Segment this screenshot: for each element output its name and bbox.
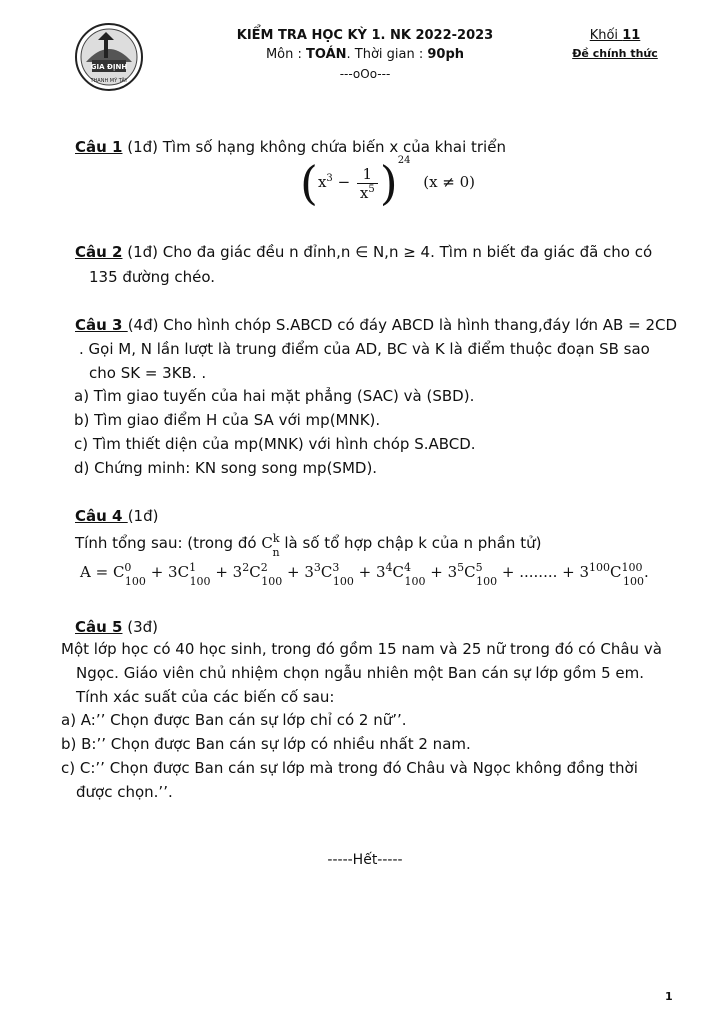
term-coef: 3 xyxy=(232,563,243,581)
q1-line1 xyxy=(75,138,506,156)
q1-fraction xyxy=(357,165,378,202)
q3-line1 xyxy=(75,316,677,334)
q1-paren-open: ( xyxy=(300,156,318,210)
time-prefix: . Thời gian : xyxy=(346,47,428,62)
q5-heading xyxy=(75,618,158,636)
end-marker: -----Hết----- xyxy=(327,852,403,868)
exam-subject-time xyxy=(200,47,530,62)
q1-outer-exp: 24 xyxy=(397,155,411,166)
term-n: 100 xyxy=(332,575,354,588)
term-power: 3 xyxy=(313,561,321,574)
term-k: 4 xyxy=(403,561,411,574)
q4-sum-prefix: A = xyxy=(80,563,113,581)
term-operator: + xyxy=(282,563,305,581)
term-c: C xyxy=(177,563,190,581)
q1-numerator: 1 xyxy=(357,165,378,184)
term-n: 100 xyxy=(476,575,498,588)
q4-heading xyxy=(75,507,158,525)
term-coef: 3 xyxy=(375,563,386,581)
q4-label: Câu 4 xyxy=(75,507,128,525)
term-power: 2 xyxy=(242,561,250,574)
term-c: C xyxy=(392,563,404,581)
q2-label: Câu 2 xyxy=(75,243,123,261)
q1-label: Câu 1 xyxy=(75,138,123,156)
q5-line3: Tính xác suất của các biến cố sau: xyxy=(76,688,335,706)
q5-label: Câu 5 xyxy=(75,618,123,636)
page-number: 1 xyxy=(665,990,673,1003)
term-operator: + xyxy=(353,563,376,581)
q4-c-sup: k xyxy=(272,532,280,545)
term-k: 100 xyxy=(621,561,643,574)
q4-sum xyxy=(80,561,649,588)
q3-line3: cho SK = 3KB. . xyxy=(89,364,207,382)
term-operator: + xyxy=(425,563,448,581)
subject: TOÁN xyxy=(306,47,347,62)
q5-part-a: a) A:’’ Chọn được Ban cán sự lớp chỉ có 2 nữ’’. xyxy=(61,711,407,729)
exam-title: KIỂM TRA HỌC KỲ 1. NK 2022-2023 xyxy=(236,28,494,43)
term-coef: 3 xyxy=(579,563,590,581)
q1-text: (1đ) Tìm số hạng không chứa biến x của khai triển xyxy=(122,138,506,156)
time: 90ph xyxy=(427,47,465,62)
term-k: 3 xyxy=(332,561,340,574)
subject-prefix: Môn : xyxy=(265,47,307,62)
term-operator: + ........ + xyxy=(497,563,580,581)
q2-text-1: (1đ) Cho đa giác đều n đỉnh,n ∈ N,n ≥ 4. Tìm n biết đa giác đã cho có xyxy=(122,243,653,261)
term-coef: 3 xyxy=(304,563,314,581)
term-power: 100 xyxy=(589,561,611,574)
svg-text:THANH MỸ TÂY: THANH MỸ TÂY xyxy=(90,78,128,84)
q4-line1 xyxy=(75,532,542,559)
term-k: 0 xyxy=(124,561,132,574)
q4-sum-term xyxy=(304,561,376,588)
q4-sum-term xyxy=(447,561,580,588)
term-c: C xyxy=(249,563,261,581)
q4-combination-symbol xyxy=(261,532,280,559)
q1-minus: − xyxy=(332,173,355,191)
term-k: 1 xyxy=(189,561,197,574)
svg-text:GIA ĐỊNH: GIA ĐỊNH xyxy=(90,63,128,71)
term-coef: 3 xyxy=(168,563,178,581)
school-logo-graphic xyxy=(74,22,144,92)
q4-text-post: là số tổ hợp chập k của n phần tử) xyxy=(279,534,542,552)
q1-condition: (x ≠ 0) xyxy=(423,173,476,191)
term-n: 100 xyxy=(261,575,283,588)
q5-part-c-line2: được chọn.’’. xyxy=(76,783,173,801)
q3-part-b: b) Tìm giao điểm H của SA với mp(MNK). xyxy=(74,411,381,429)
q1-base-exp: 3 xyxy=(326,173,333,184)
q3-part-d: d) Chứng minh: KN song song mp(SMD). xyxy=(74,459,378,477)
q3-label: Câu 3 xyxy=(75,316,128,334)
term-k: 5 xyxy=(475,561,483,574)
term-operator: + xyxy=(145,563,169,581)
q5-part-c-line1: c) C:’’ Chọn được Ban cán sự lớp mà trong đó Châu và Ngọc không đồng thời xyxy=(61,759,638,777)
q4-sum-term xyxy=(112,561,169,588)
q4-c: C xyxy=(261,534,273,552)
term-power: 5 xyxy=(457,561,465,574)
q5-line1: Một lớp học có 40 học sinh, trong đó gồm 15 nam và 25 nữ trong đó có Châu và xyxy=(61,640,662,658)
q3-line2: . Gọi M, N lần lượt là trung điểm của AD, BC và K là điểm thuộc đoạn SB sao xyxy=(79,340,650,358)
term-power: 4 xyxy=(385,561,393,574)
school-logo xyxy=(74,22,144,92)
grade-value: 11 xyxy=(622,28,641,43)
q4-text-pre: Tính tổng sau: (trong đó xyxy=(75,534,262,552)
q1-den-base: x xyxy=(359,183,369,202)
q4-sum-terms xyxy=(112,561,649,588)
term-k: 2 xyxy=(260,561,268,574)
term-coef: 3 xyxy=(447,563,458,581)
q4-sum-term xyxy=(579,561,649,588)
official-label: Đề chính thức xyxy=(572,47,658,60)
q3-part-c: c) Tìm thiết diện của mp(MNK) với hình chóp S.ABCD. xyxy=(74,435,476,453)
q1-paren-close: ) xyxy=(379,156,398,210)
q1-den-exp: 5 xyxy=(368,183,375,195)
q1-base: x xyxy=(317,173,327,191)
term-n: 100 xyxy=(623,575,645,588)
term-c: C xyxy=(112,563,125,581)
q2-line1 xyxy=(75,243,652,261)
q3-text-1: (4đ) Cho hình chóp S.ABCD có đáy ABCD là hình thang,đáy lớn AB = 2CD xyxy=(127,316,678,334)
term-c: C xyxy=(320,563,333,581)
grade xyxy=(560,28,670,43)
q4-sum-term xyxy=(168,561,233,588)
q5-part-b: b) B:’’ Chọn được Ban cán sự lớp có nhiều nhất 2 nam. xyxy=(61,735,471,753)
q4-c-sub: n xyxy=(272,546,280,559)
term-n: 100 xyxy=(124,575,146,588)
header-separator: ---oOo--- xyxy=(339,67,391,81)
q4-sum-term xyxy=(232,561,305,588)
q5-line2: Ngọc. Giáo viên chủ nhiệm chọn ngẫu nhiên một Ban cán sự lớp gồm 5 em. xyxy=(76,664,645,682)
q3-part-a: a) Tìm giao tuyến của hai mặt phẳng (SAC) và (SBD). xyxy=(74,387,475,405)
q1-denominator xyxy=(357,184,378,202)
term-operator: + xyxy=(210,563,233,581)
term-n: 100 xyxy=(404,575,426,588)
term-operator: . xyxy=(644,563,649,581)
grade-prefix: Khối xyxy=(589,28,623,43)
q5-points: (3đ) xyxy=(122,618,159,636)
term-c: C xyxy=(464,563,476,581)
q1-formula xyxy=(300,155,476,210)
q4-points: (1đ) xyxy=(127,507,159,525)
q2-line2: 135 đường chéo. xyxy=(89,268,216,286)
term-c: C xyxy=(610,563,622,581)
q4-sum-term xyxy=(375,561,448,588)
term-n: 100 xyxy=(189,575,211,588)
